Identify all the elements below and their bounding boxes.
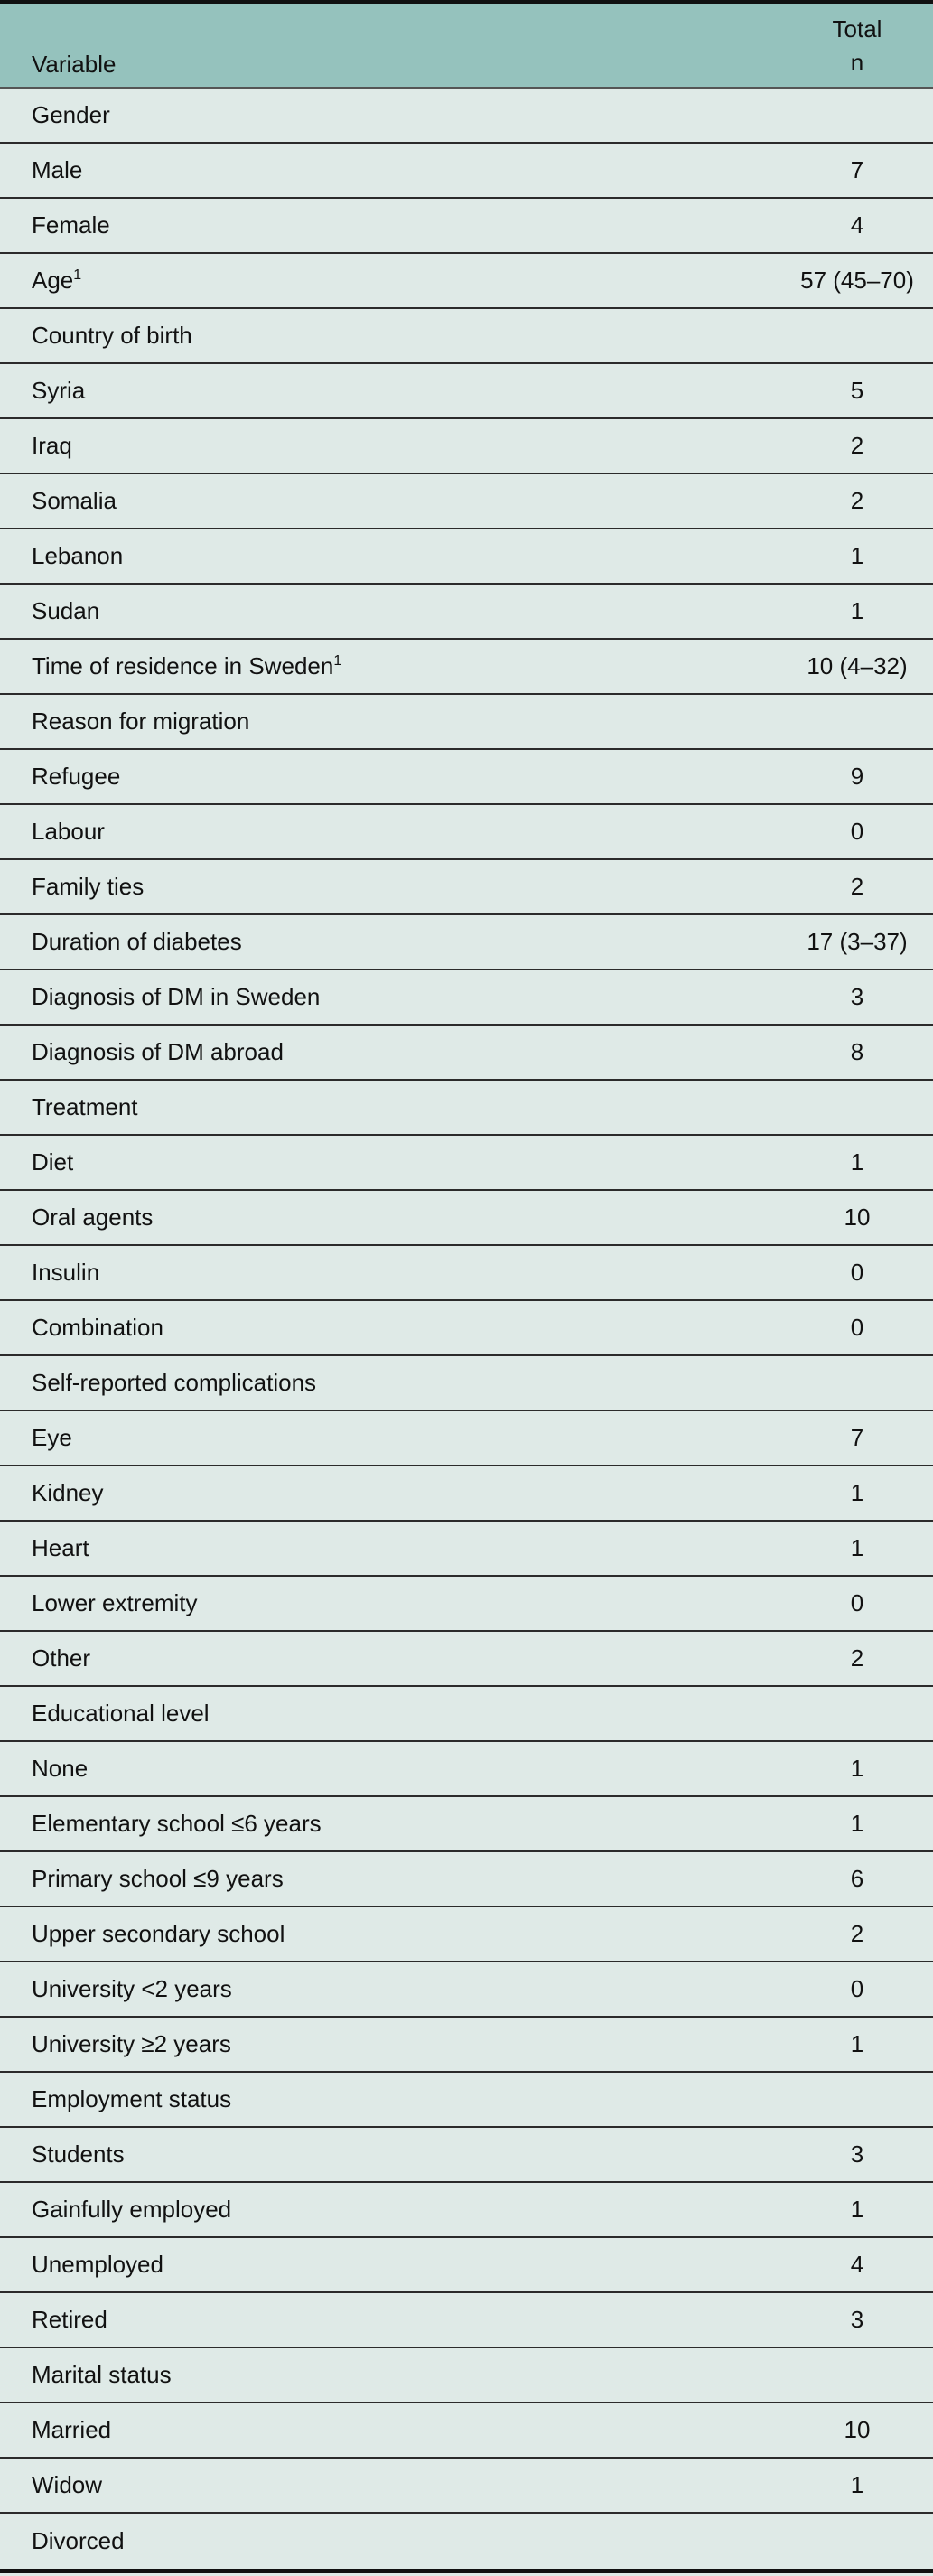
table-row (0, 805, 933, 860)
table-row (0, 529, 933, 585)
row-value: 9 (850, 763, 864, 790)
row-label-text: Retired (32, 2306, 107, 2333)
row-value: 7 (850, 156, 864, 183)
row-label (0, 2251, 781, 2279)
row-label (0, 707, 781, 735)
row-label (0, 2085, 781, 2113)
row-label-text: Kidney (32, 1479, 104, 1506)
row-label (0, 487, 781, 515)
row-label (0, 267, 781, 295)
row-label (0, 1093, 781, 1121)
table-row (0, 1081, 933, 1136)
row-label (0, 2527, 781, 2555)
table-row (0, 89, 933, 144)
row-label-text: Unemployed (32, 2251, 163, 2278)
row-label-text: Labour (32, 818, 105, 845)
row-label (0, 1589, 781, 1617)
row-label-text: Upper secondary school (32, 1920, 285, 1947)
row-value: 2 (850, 432, 864, 459)
table-row (0, 1301, 933, 1356)
row-label (0, 1259, 781, 1287)
row-value: 1 (850, 2196, 864, 2223)
row-label (0, 211, 781, 239)
table-row (0, 695, 933, 750)
row-label-text: Somalia (32, 487, 117, 514)
row-label-text: Treatment (32, 1093, 138, 1120)
row-label (0, 2361, 781, 2389)
row-label (0, 2030, 781, 2058)
row-value: 1 (850, 597, 864, 624)
row-label (0, 2196, 781, 2224)
row-label-text: Female (32, 211, 110, 239)
row-value: 10 (844, 2416, 871, 2443)
row-value: 0 (850, 1975, 864, 2002)
row-value: 3 (850, 2140, 864, 2168)
row-value: 1 (850, 1755, 864, 1782)
row-value: 4 (850, 2251, 864, 2278)
row-label-text: Educational level (32, 1700, 210, 1727)
row-label-text: Eye (32, 1424, 72, 1451)
table-row (0, 2128, 933, 2183)
row-label-text: Country of birth (32, 322, 192, 349)
row-label (0, 1865, 781, 1893)
row-label-text: Heart (32, 1534, 89, 1561)
row-label-text: Gainfully employed (32, 2196, 232, 2223)
row-value: 2 (850, 1920, 864, 1947)
row-label-text: Combination (32, 1314, 163, 1341)
row-value: 1 (850, 1148, 864, 1176)
row-label (0, 873, 781, 901)
table-row (0, 144, 933, 199)
header-total (781, 4, 933, 87)
row-label (0, 1314, 781, 1342)
table-row (0, 2238, 933, 2293)
row-value: 0 (850, 1259, 864, 1286)
row-value: 2 (850, 873, 864, 900)
row-label (0, 1369, 781, 1397)
row-label-text: Diagnosis of DM in Sweden (32, 983, 321, 1010)
row-label-text: Reason for migration (32, 707, 250, 735)
table-row (0, 1246, 933, 1301)
row-label-text: Oral agents (32, 1204, 154, 1231)
row-label-text: None (32, 1755, 89, 1782)
row-label-text: Lower extremity (32, 1589, 198, 1616)
row-label (0, 1644, 781, 1672)
table-row (0, 750, 933, 805)
table-row (0, 419, 933, 474)
row-value: 1 (850, 2471, 864, 2498)
table-row (0, 1522, 933, 1577)
row-label-text: Refugee (32, 763, 121, 790)
row-value: 6 (850, 1865, 864, 1892)
header-n-label: n (850, 49, 864, 76)
table-row (0, 2073, 933, 2128)
row-value: 0 (850, 1314, 864, 1341)
table-row (0, 585, 933, 640)
row-label-text: Widow (32, 2471, 103, 2498)
row-label (0, 1038, 781, 1066)
row-value: 3 (850, 983, 864, 1010)
header-variable (0, 4, 781, 87)
table-row (0, 1466, 933, 1522)
row-value: 3 (850, 2306, 864, 2333)
row-label-text: Age (32, 267, 74, 294)
row-value: 4 (850, 211, 864, 239)
row-label-text: Lebanon (32, 542, 124, 569)
row-label-text: Iraq (32, 432, 72, 459)
row-value: 1 (850, 1810, 864, 1837)
table-row (0, 1852, 933, 1907)
row-label-text: Duration of diabetes (32, 928, 242, 955)
row-value: 0 (850, 1589, 864, 1616)
row-label (0, 1920, 781, 1948)
row-label (0, 101, 781, 129)
table-row (0, 970, 933, 1026)
row-label (0, 2140, 781, 2169)
row-label-text: Employment status (32, 2085, 232, 2112)
table-row (0, 2403, 933, 2459)
row-label-text: Syria (32, 377, 86, 404)
row-label (0, 1534, 781, 1562)
table-row (0, 199, 933, 254)
row-label-text: Other (32, 1644, 91, 1672)
row-label-text: University <2 years (32, 1975, 232, 2002)
row-label-text: University ≥2 years (32, 2030, 231, 2057)
row-value: 0 (850, 818, 864, 845)
table-header (0, 4, 933, 89)
table-row (0, 1411, 933, 1466)
row-label (0, 818, 781, 846)
row-value: 2 (850, 487, 864, 514)
row-value: 8 (850, 1038, 864, 1065)
row-label-text: Male (32, 156, 83, 183)
row-value: 2 (850, 1644, 864, 1672)
table-row (0, 2348, 933, 2403)
row-label (0, 1700, 781, 1728)
row-label-text: Gender (32, 101, 110, 128)
table-row (0, 1026, 933, 1081)
row-label (0, 1148, 781, 1176)
row-value: 1 (850, 1534, 864, 1561)
table-row (0, 1136, 933, 1191)
row-label (0, 1479, 781, 1507)
table-row (0, 860, 933, 915)
row-label-text: Time of residence in Sweden (32, 652, 334, 679)
table-row (0, 2183, 933, 2238)
row-label-text: Marital status (32, 2361, 172, 2388)
row-label-text: Students (32, 2140, 125, 2168)
row-value: 10 (4–32) (807, 652, 908, 679)
table-row (0, 915, 933, 970)
table-row (0, 254, 933, 309)
table-row (0, 1742, 933, 1797)
table-row (0, 2459, 933, 2514)
row-label-text: Primary school ≤9 years (32, 1865, 284, 1892)
row-value: 17 (3–37) (807, 928, 908, 955)
row-label (0, 377, 781, 405)
row-value: 10 (844, 1204, 871, 1231)
row-value: 7 (850, 1424, 864, 1451)
table-row (0, 2514, 933, 2569)
header-variable-label: Variable (32, 51, 117, 78)
row-label (0, 2471, 781, 2499)
row-label-text: Married (32, 2416, 112, 2443)
row-label-text: Diagnosis of DM abroad (32, 1038, 284, 1065)
table-row (0, 364, 933, 419)
table-row (0, 1577, 933, 1632)
table-row (0, 640, 933, 695)
row-label (0, 156, 781, 184)
row-value: 1 (850, 1479, 864, 1506)
table-row (0, 309, 933, 364)
row-label (0, 1424, 781, 1452)
row-label-text: Insulin (32, 1259, 100, 1286)
row-label (0, 1975, 781, 2003)
footnote-marker: 1 (333, 653, 342, 669)
row-label (0, 1755, 781, 1783)
table-row (0, 1962, 933, 2018)
row-label-text: Diet (32, 1148, 74, 1176)
row-label (0, 652, 781, 680)
row-label (0, 597, 781, 625)
row-label-text: Family ties (32, 873, 145, 900)
row-label (0, 983, 781, 1011)
row-value: 1 (850, 2030, 864, 2057)
row-label (0, 1810, 781, 1838)
header-total-label: Total (832, 15, 882, 42)
table-row (0, 1797, 933, 1852)
row-label (0, 928, 781, 956)
row-value: 5 (850, 377, 864, 404)
row-label (0, 322, 781, 350)
row-value: 1 (850, 542, 864, 569)
table-row (0, 474, 933, 529)
row-label-text: Self-reported complications (32, 1369, 317, 1396)
table-row (0, 1356, 933, 1411)
row-label-text: Divorced (32, 2527, 125, 2554)
table-row (0, 1632, 933, 1687)
table-body (0, 89, 933, 2569)
row-label (0, 1204, 781, 1232)
row-label (0, 432, 781, 460)
row-label (0, 542, 781, 570)
row-label (0, 763, 781, 791)
table-row (0, 2293, 933, 2348)
row-label (0, 2306, 781, 2334)
table-row (0, 1907, 933, 1962)
table-row (0, 1191, 933, 1246)
table-row (0, 1687, 933, 1742)
row-label (0, 2416, 781, 2444)
row-label-text: Elementary school ≤6 years (32, 1810, 322, 1837)
row-label-text: Sudan (32, 597, 100, 624)
table-row (0, 2018, 933, 2073)
row-value: 57 (45–70) (800, 267, 914, 294)
footnote-marker: 1 (73, 267, 82, 283)
